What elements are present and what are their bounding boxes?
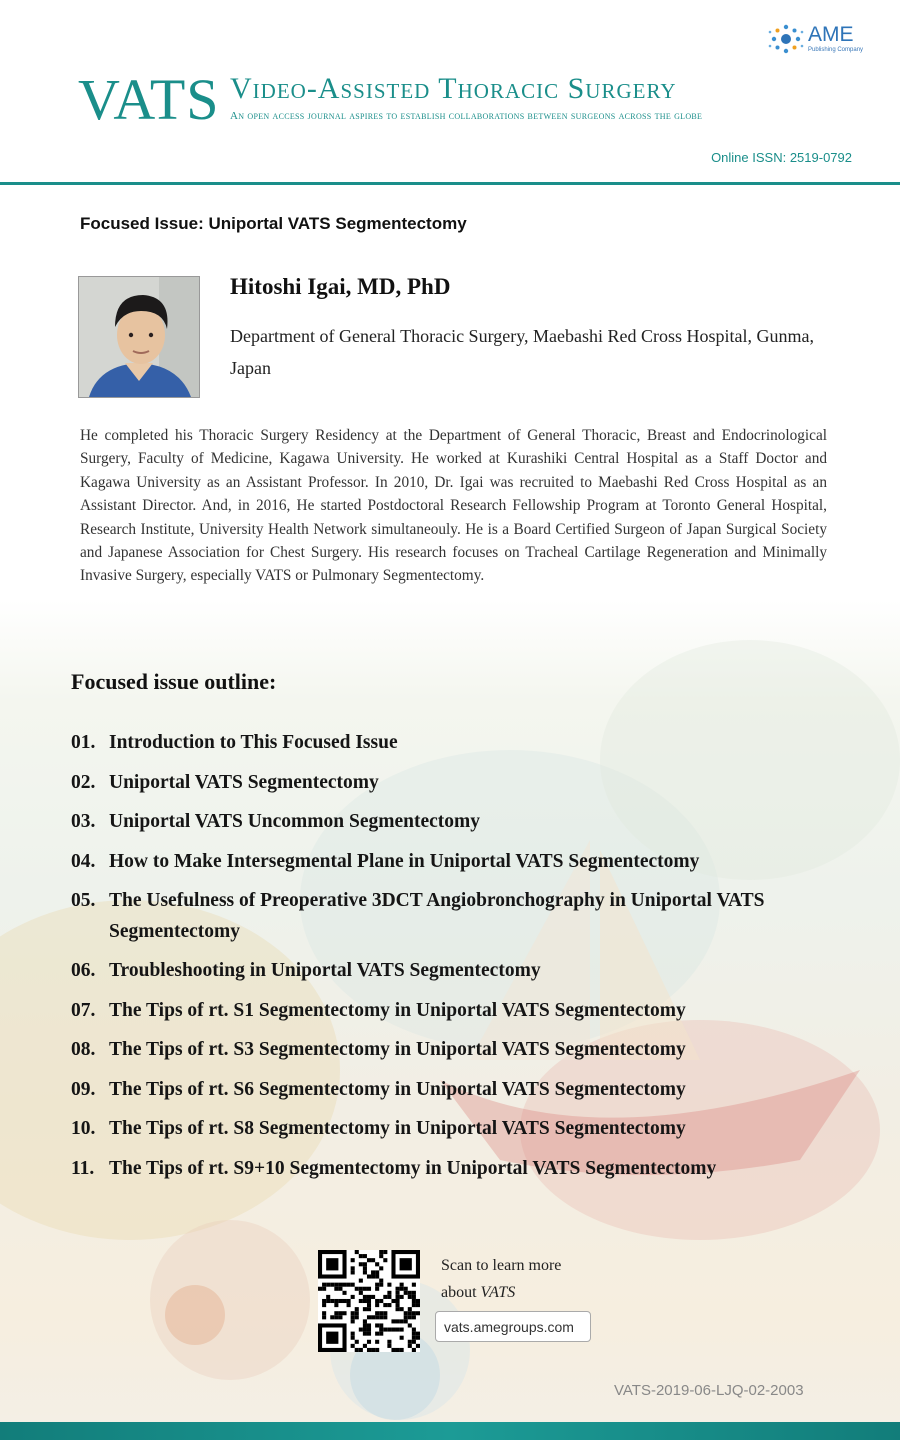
item-number: 11.	[71, 1157, 95, 1179]
item-number: 08.	[71, 1039, 96, 1060]
outline-list	[71, 728, 851, 1193]
list-item	[71, 1154, 851, 1185]
journal-url-link[interactable]: vats.amegroups.com	[435, 1311, 591, 1342]
ame-logo	[768, 22, 863, 56]
list-item	[71, 956, 851, 987]
scan-line-2-journal: VATS	[480, 1284, 516, 1301]
author-portrait-icon	[79, 277, 199, 397]
issn: Online ISSN: 2519-0792	[711, 150, 852, 165]
item-title: The Usefulness of Preoperative 3DCT Angiobronchography in Uniportal VATS Segmentectomy	[109, 890, 765, 942]
item-number: 02.	[71, 771, 96, 793]
focused-issue-heading: Focused Issue: Uniportal VATS Segmentectomy	[80, 214, 467, 233]
ame-dots-icon	[768, 22, 804, 56]
item-number: 09.	[71, 1078, 96, 1100]
scan-line-2-prefix: about	[441, 1284, 481, 1301]
list-item	[71, 1035, 851, 1066]
ame-logo-subtext: Publishing Company	[808, 46, 864, 53]
item-title: Uniportal VATS Uncommon Segmentectomy	[109, 811, 481, 832]
qr-code[interactable]	[318, 1250, 420, 1352]
document-code: VATS-2019-06-LJQ-02-2003	[614, 1382, 804, 1399]
item-title: The Tips of rt. S8 Segmentectomy in Uniportal VATS Segmentectomy	[109, 1118, 686, 1139]
author-affiliation: Department of General Thoracic Surgery, Maebashi Red Cross Hospital, Gunma, Japan	[230, 326, 815, 378]
journal-abbreviation: VATS	[78, 67, 220, 132]
qr-code-icon	[318, 1250, 420, 1352]
list-item	[71, 807, 851, 838]
item-title: Introduction to This Focused Issue	[109, 732, 398, 753]
item-number: 06.	[71, 960, 96, 981]
list-item	[71, 996, 851, 1027]
item-title: The Tips of rt. S9+10 Segmentectomy in Uniportal VATS Segmentectomy	[109, 1157, 717, 1179]
item-number: 07.	[71, 999, 96, 1021]
list-item	[71, 728, 851, 759]
author-name: Hitoshi Igai, MD, PhD	[230, 274, 451, 299]
journal-subtitle: An open access journal aspires to establish collaborations between surgeons across the globe	[230, 110, 703, 122]
footer-bar	[0, 1422, 900, 1440]
list-item	[71, 1114, 851, 1145]
item-number: 05.	[71, 890, 96, 911]
list-item	[71, 847, 851, 878]
author-photo	[78, 276, 200, 398]
item-title: Uniportal VATS Segmentectomy	[109, 771, 379, 793]
item-title: Troubleshooting in Uniportal VATS Segmentectomy	[109, 960, 541, 981]
item-title: How to Make Intersegmental Plane in Uniportal VATS Segmentectomy	[109, 850, 700, 872]
author-bio: He completed his Thoracic Surgery Residency at the Department of General Thoracic, Breast and Endocrinological Surgery, Faculty of Medicine, Kagawa University. He worked at Kurashiki Central Hospital as a Staff Doctor and Kagawa University as an Assistant Professor. In 2010, Dr. Igai was recruited to Maebashi Red Cross Hospital as an Assistant Director. And, in 2016, He started Postdoctoral Research Fellowship Program at Toronto General Hospital, Research Institute, University Health Network simultaneouly. He is a Board Certified Surgeon of Japan Surgical Society and Japanese Association for Chest Surgery. His research focuses on Tracheal Cartilage Regeneration and Minimally Invasive Surgery, especially VATS or Pulmonary Segmentectomy.	[80, 427, 827, 585]
item-title: The Tips of rt. S6 Segmentectomy in Uniportal VATS Segmentectomy	[109, 1078, 686, 1100]
header-divider	[0, 182, 900, 185]
list-item	[71, 886, 851, 947]
scan-prompt	[441, 1252, 561, 1306]
outline-title: Focused issue outline:	[71, 669, 277, 694]
item-number: 01.	[71, 732, 96, 753]
list-item	[71, 1075, 851, 1106]
list-item	[71, 768, 851, 799]
ame-logo-text: AME	[808, 22, 854, 46]
scan-line-1: Scan to learn more	[441, 1257, 562, 1274]
item-number: 03.	[71, 811, 96, 832]
scan-line-2	[441, 1279, 561, 1306]
item-number: 04.	[71, 850, 96, 872]
item-title: The Tips of rt. S3 Segmentectomy in Uniportal VATS Segmentectomy	[109, 1039, 686, 1060]
item-number: 10.	[71, 1118, 96, 1139]
item-title: The Tips of rt. S1 Segmentectomy in Uniportal VATS Segmentectomy	[109, 999, 686, 1021]
journal-title: Video-Assisted Thoracic Surgery	[230, 72, 677, 105]
